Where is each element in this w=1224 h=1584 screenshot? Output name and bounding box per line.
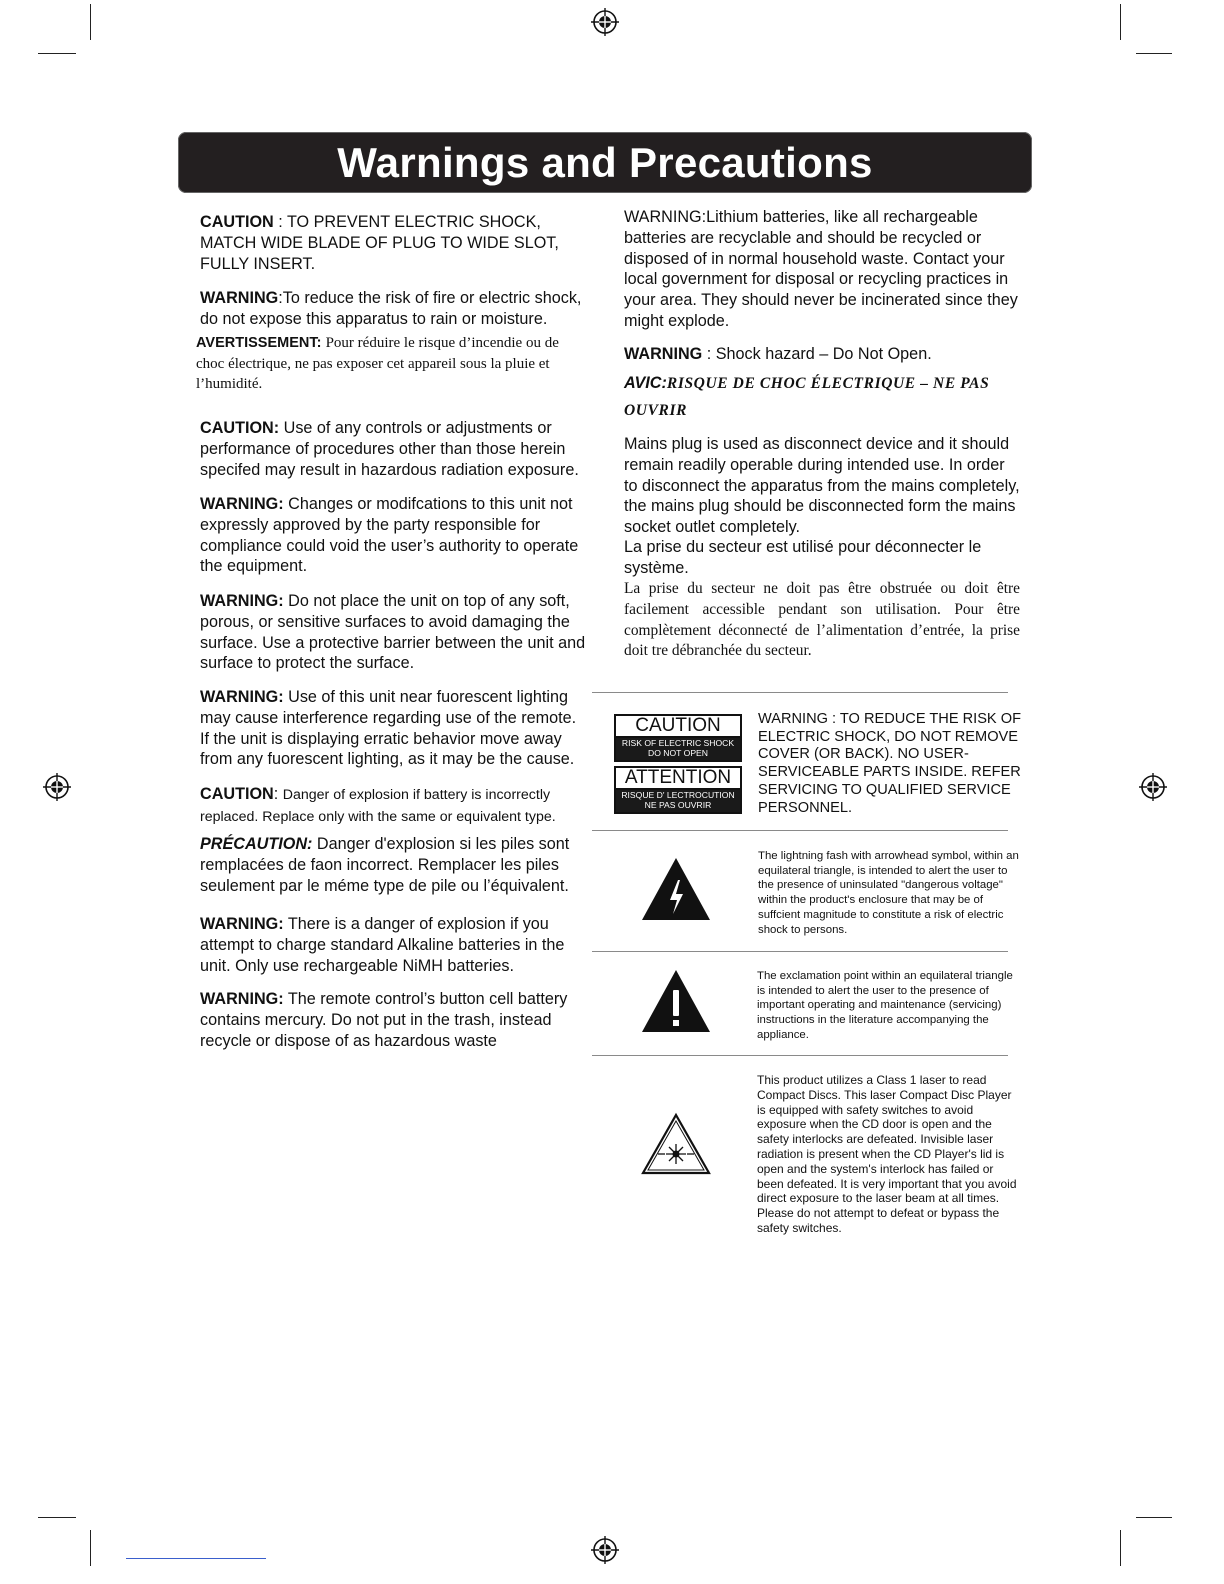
warning-alkaline <box>200 914 588 976</box>
notice-text: Changes or modifcations to this unit not expressly approved by the party responsible for compliance could void the user’s authority to operate the equipment. <box>200 495 579 576</box>
notice-text: Use of this unit near fuorescent lighting may cause interference regarding use of the remote. If the unit is displaying erratic behavior move away from any fuorescent lighting, as it may be the cause. <box>200 688 577 769</box>
registration-mark-icon <box>590 7 620 37</box>
notice-text: Use of any controls or adjustments or performance of procedures other than those herein specifed may result in hazardous radiation exposure. <box>200 419 579 479</box>
notice-label: WARNING: <box>200 990 284 1008</box>
mains-plug-en: Mains plug is used as disconnect device and it should remain readily operable during intended use. In order to disconnect the apparatus from the mains completely, the mains plug should be disconnected form the mains socket outlet completely. <box>624 435 1020 537</box>
divider <box>592 692 1008 693</box>
crop-mark <box>1120 4 1121 40</box>
notice-label: WARNING: <box>200 592 284 610</box>
warning-surfaces <box>200 591 586 674</box>
caution-battery <box>200 784 588 828</box>
notice-label: AVERTISSEMENT: <box>196 335 322 351</box>
notice-text: Do not place the unit on top of any soft, porous, or sensitive surfaces to avoid damaging the surface. Use a protective barrier between the unit and surface to protect the surface. <box>200 592 586 673</box>
crop-mark <box>1136 1517 1172 1518</box>
warning-mercury <box>200 989 586 1051</box>
notice-text: There is a danger of explosion if you attempt to charge standard Alkaline batteries in the unit. Only use rechargeable NiMH batteries. <box>200 915 565 975</box>
label-separator: : <box>278 289 283 307</box>
avic-fr <box>624 370 1020 424</box>
caution-plug <box>200 212 586 274</box>
notice-text: The remote control’s button cell battery contains mercury. Do not put in the trash, instead recycle or dispose of as hazardous waste <box>200 990 568 1050</box>
caution-label-box <box>614 714 742 762</box>
exclamation-triangle-icon <box>640 968 712 1034</box>
attention-label-subtitle: RISQUE D' LECTROCUTION NE PAS OUVRIR <box>616 790 740 812</box>
registration-mark-icon <box>590 1535 620 1565</box>
label-separator: : <box>701 208 707 226</box>
attention-label-box <box>614 766 742 814</box>
notice-text: Pour réduire le risque d’incendie ou de choc électrique, ne pas exposer cet appareil sous la pluie et l’humidité. <box>196 335 559 392</box>
notice-text: TO PREVENT ELECTRIC SHOCK, MATCH WIDE BLADE OF PLUG TO WIDE SLOT, FULLY INSERT. <box>200 213 559 273</box>
notice-label: WARNING <box>624 345 703 363</box>
divider <box>592 1055 1008 1056</box>
warning-rain <box>200 288 588 330</box>
notice-label: CAUTION <box>200 785 274 803</box>
caution-label-subtitle: RISK OF ELECTRIC SHOCK DO NOT OPEN <box>616 738 740 760</box>
attention-label-title: ATTENTION <box>616 768 740 790</box>
notice-label: WARNING <box>200 289 279 307</box>
page-title: Warnings and Precautions <box>337 138 873 186</box>
crop-mark <box>90 1530 91 1566</box>
caution-controls <box>200 418 586 480</box>
mains-plug-fr-2: La prise du secteur ne doit pas être obstruée ou doit être facilement accessible pendant son utilisation. Pour être complètement déconnecté de l’alimentation d’entrée, la prise doit tre débranchée du secteur. <box>624 580 1020 660</box>
notice-label: WARNING <box>624 208 702 226</box>
crop-mark <box>38 1517 76 1518</box>
warning-shock <box>624 344 1022 365</box>
divider <box>592 830 1008 831</box>
notice-label: WARNING: <box>200 495 284 513</box>
notice-label: WARNING: <box>200 688 284 706</box>
notice-label: CAUTION <box>200 213 274 231</box>
precaution-fr <box>200 834 586 896</box>
notice-text: Lithium batteries, like all rechargeable batteries are recyclable and should be recycled or disposed of in normal household waste. Contact your local government for disposal or recycling practices in your area. They should never be incinerated since they might explode. <box>624 208 1018 330</box>
crop-mark <box>1136 53 1172 54</box>
notice-text: Danger d'explosion si les piles sont remplacées de faon incorrect. Remplacer les piles seulement par le méme type de pile ou l’équivalent. <box>200 835 570 895</box>
notice-label: WARNING: <box>200 915 284 933</box>
registration-mark-icon <box>42 772 72 802</box>
label-separator: : <box>273 785 283 803</box>
notice-label: CAUTION: <box>200 419 280 437</box>
crop-mark <box>38 53 76 54</box>
avertissement-fr <box>196 333 582 395</box>
warning-modifications <box>200 494 586 577</box>
notice-text: Danger of explosion if battery is incorrectly replaced. Replace only with the same or equivalent type. <box>200 787 556 825</box>
title-banner <box>178 132 1032 193</box>
notice-text: To reduce the risk of fire or electric shock, do not expose this apparatus to rain or moisture. <box>200 289 582 328</box>
lightning-triangle-icon <box>640 856 712 922</box>
label-separator: : <box>273 213 287 231</box>
warning-lithium <box>624 207 1022 332</box>
crop-mark <box>1120 1530 1121 1566</box>
mains-plug-fr-1: La prise du secteur est utilisé pour déconnecter le système. <box>624 538 982 577</box>
notice-label: AVIC: <box>624 374 667 392</box>
warning-fluorescent <box>200 687 586 770</box>
notice-text: Shock hazard – Do Not Open. <box>715 345 932 363</box>
notice-label: PRÉCAUTION: <box>200 835 313 853</box>
exclamation-symbol-text: The exclamation point within an equilateral triangle is intended to alert the user to the presence of important operating and maintenance (servicing) instructions in the literature accompanying the appliance. <box>757 970 1013 1041</box>
laser-symbol-text: This product utilizes a Class 1 laser to read Compact Discs. This laser Compact Disc Player is equipped with safety switches to avoid exposure when the CD door is open and the safety interlocks are defeated. Invisible laser radiation is present when the CD Player's lid is open and the system's interlock has failed or been defeated. It is very important that you avoid direct exposure to the laser beam at all times. Please do not attempt to defeat or bypass the safety switches. <box>757 1073 1017 1235</box>
crop-mark <box>90 4 91 40</box>
caution-label-title: CAUTION <box>616 716 740 738</box>
link-underline <box>126 1558 266 1559</box>
laser-triangle-icon <box>640 1112 712 1176</box>
cover-warning-text: WARNING : TO REDUCE THE RISK OF ELECTRIC SHOCK, DO NOT REMOVE COVER (OR BACK). NO USER-SERVICEABLE PARTS INSIDE. REFER SERVICING TO QUALIFIED SERVICE PERSONNEL. <box>758 711 1021 816</box>
divider <box>592 951 1008 952</box>
notice-text: RISQUE DE CHOC ÉLECTRIQUE – NE PAS OUVRIR <box>624 375 990 419</box>
label-separator: : <box>702 345 716 363</box>
lightning-symbol-text: The lightning fash with arrowhead symbol, within an equilateral triangle, is intended to alert the user to the presence of uninsulated "dangerous voltage" within the product's enclosure that may be of suffcient magnitude to constitute a risk of electric shock to persons. <box>758 850 1019 936</box>
registration-mark-icon <box>1138 772 1168 802</box>
